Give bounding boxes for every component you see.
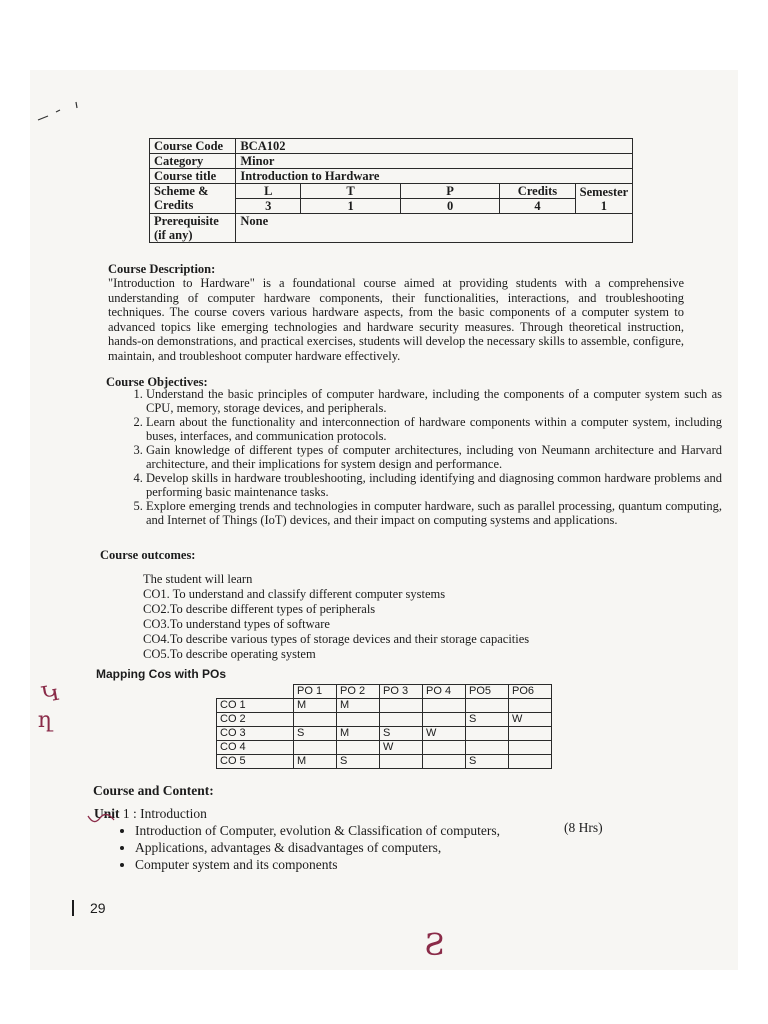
mapping-cell (337, 713, 380, 727)
mapping-cell (380, 755, 423, 769)
mapping-cell: W (380, 741, 423, 755)
mapping-cell (466, 727, 509, 741)
prereq-label-line-1: Prerequisite (154, 214, 219, 228)
course-code-label: Course Code (150, 139, 236, 154)
mapping-cell: S (294, 727, 337, 741)
mapping-cell: M (337, 699, 380, 713)
mapping-header: PO5 (466, 685, 509, 699)
outcome-item: CO3.To understand types of software (143, 617, 330, 631)
mapping-cell (466, 699, 509, 713)
mapping-cell (380, 713, 423, 727)
table-row (217, 699, 552, 713)
list-item: • Computer system and its components (135, 856, 655, 873)
mapping-cell: CO 5 (217, 755, 294, 769)
scheme-label-line-1: Scheme & (154, 184, 209, 198)
outcome-item: CO2.To describe different types of peripherals (143, 602, 376, 616)
mapping-cell (509, 699, 552, 713)
mapping-cell (294, 713, 337, 727)
description-heading: Course Description: (108, 262, 216, 276)
outcomes-heading: Course outcomes: (100, 548, 196, 562)
objectives-list (108, 388, 722, 528)
mapping-heading: Mapping Cos with POs (96, 667, 227, 681)
col-p-header: P (400, 184, 499, 199)
mapping-cell (423, 741, 466, 755)
prerequisite-value: None (236, 214, 633, 243)
handwritten-mark: Ƨ (424, 928, 445, 963)
mapping-header: PO6 (509, 685, 552, 699)
course-title-label: Course title (150, 169, 236, 184)
mapping-cell: S (380, 727, 423, 741)
col-l-header: L (236, 184, 301, 199)
mapping-cell (466, 741, 509, 755)
mapping-cell: M (294, 699, 337, 713)
mapping-header: PO 3 (380, 685, 423, 699)
category-value: Minor (236, 154, 633, 169)
course-code-value: BCA102 (236, 139, 633, 154)
mapping-cell (423, 713, 466, 727)
objective-item: 5. Explore emerging trends and technologies in computer hardware, such as parallel processing, quantum computing, and Internet of Things (IoT) devices, and their impact on computing systems and applications. (146, 500, 722, 527)
mapping-header: PO 1 (294, 685, 337, 699)
mapping-cell: S (466, 713, 509, 727)
pen-scratch (36, 100, 86, 122)
mapping-cell: CO 4 (217, 741, 294, 755)
val-credits: 4 (500, 199, 575, 214)
mapping-cell (380, 699, 423, 713)
unit-topics-list (113, 822, 655, 873)
mapping-header-row (217, 685, 552, 699)
table-row (217, 755, 552, 769)
objectives-heading: Course Objectives: (106, 375, 208, 389)
prereq-label-line-2: (if any) (154, 228, 193, 242)
handwritten-margin-note: Կ (39, 680, 62, 709)
list-item: • Introduction of Computer, evolution & Classification of computers, (135, 822, 655, 839)
mapping-cell: S (337, 755, 380, 769)
outcomes-intro: The student will learn (143, 572, 253, 586)
mapping-cell (509, 727, 552, 741)
mapping-cell (294, 741, 337, 755)
mapping-cell: W (509, 713, 552, 727)
table-row (217, 727, 552, 741)
prerequisite-label (150, 214, 236, 243)
val-l: 3 (236, 199, 301, 214)
mapping-header: PO 4 (423, 685, 466, 699)
objective-item: 2. Learn about the functionality and interconnection of hardware components within a computer system, including buses, interfaces, and communication protocols. (146, 416, 722, 443)
mapping-cell (423, 699, 466, 713)
objective-item: 1. Understand the basic principles of computer hardware, including the components of a computer system such as CPU, memory, storage devices, and peripherals. (146, 388, 722, 415)
mapping-cell (337, 741, 380, 755)
mapping-cell: CO 2 (217, 713, 294, 727)
mapping-cell: M (294, 755, 337, 769)
objective-item: 3. Gain knowledge of different types of computer architectures, including von Neumann architecture and Harvard architecture, and their implications for system design and performance. (146, 444, 722, 471)
outcomes-block (143, 572, 603, 662)
col-t-header: T (301, 184, 401, 199)
scheme-credits-label (150, 184, 236, 214)
mapping-cell (509, 755, 552, 769)
course-title-value: Introduction to Hardware (236, 169, 633, 184)
handwritten-margin-note: ղ (38, 708, 52, 733)
unit-label: Unit (94, 806, 120, 821)
outcome-item: CO5.To describe operating system (143, 647, 316, 661)
col-credits-header: Credits (500, 184, 575, 199)
content-heading: Course and Content: (93, 783, 214, 798)
semester-cell: Semester 1 (575, 184, 632, 214)
mapping-cell: S (466, 755, 509, 769)
page-number-bar (72, 900, 74, 916)
outcome-item: CO1. To understand and classify different computer systems (143, 587, 446, 601)
mapping-corner (217, 685, 294, 699)
mapping-cell: CO 3 (217, 727, 294, 741)
mapping-cell: CO 1 (217, 699, 294, 713)
category-label: Category (150, 154, 236, 169)
mapping-cell: M (337, 727, 380, 741)
val-p: 0 (400, 199, 499, 214)
description-text: "Introduction to Hardware" is a foundational course aimed at providing students with a comprehensive understanding of computer hardware components, their functionalities, interactions, and troubleshooting techniques. The course covers various hardware aspects, from the basic components of a computer system to advanced topics like emerging technologies and hardware security measures. Through theoretical instruction, hands-on demonstrations, and practical exercises, students will develop the necessary skills to assemble, configure, maintain, and troubleshoot computer hardware effectively. (108, 276, 684, 363)
course-info-table (149, 138, 633, 243)
unit-name: 1 : Introduction (119, 806, 207, 821)
mapping-cell (423, 755, 466, 769)
objective-item: 4. Develop skills in hardware troubleshooting, including identifying and diagnosing common hardware problems and performing basic maintenance tasks. (146, 472, 722, 499)
mapping-cell: W (423, 727, 466, 741)
page-number: 29 (90, 900, 106, 916)
table-row (217, 713, 552, 727)
list-item: • Applications, advantages & disadvantages of computers, (135, 839, 655, 856)
outcome-item: CO4.To describe various types of storage devices and their storage capacities (143, 632, 530, 646)
mapping-cell (509, 741, 552, 755)
scheme-label-line-2: Credits (154, 198, 194, 212)
co-po-mapping-table (216, 684, 552, 769)
table-row (217, 741, 552, 755)
handwritten-underline (86, 812, 126, 826)
mapping-header: PO 2 (337, 685, 380, 699)
unit-hours: (8 Hrs) (564, 820, 603, 835)
val-t: 1 (301, 199, 401, 214)
